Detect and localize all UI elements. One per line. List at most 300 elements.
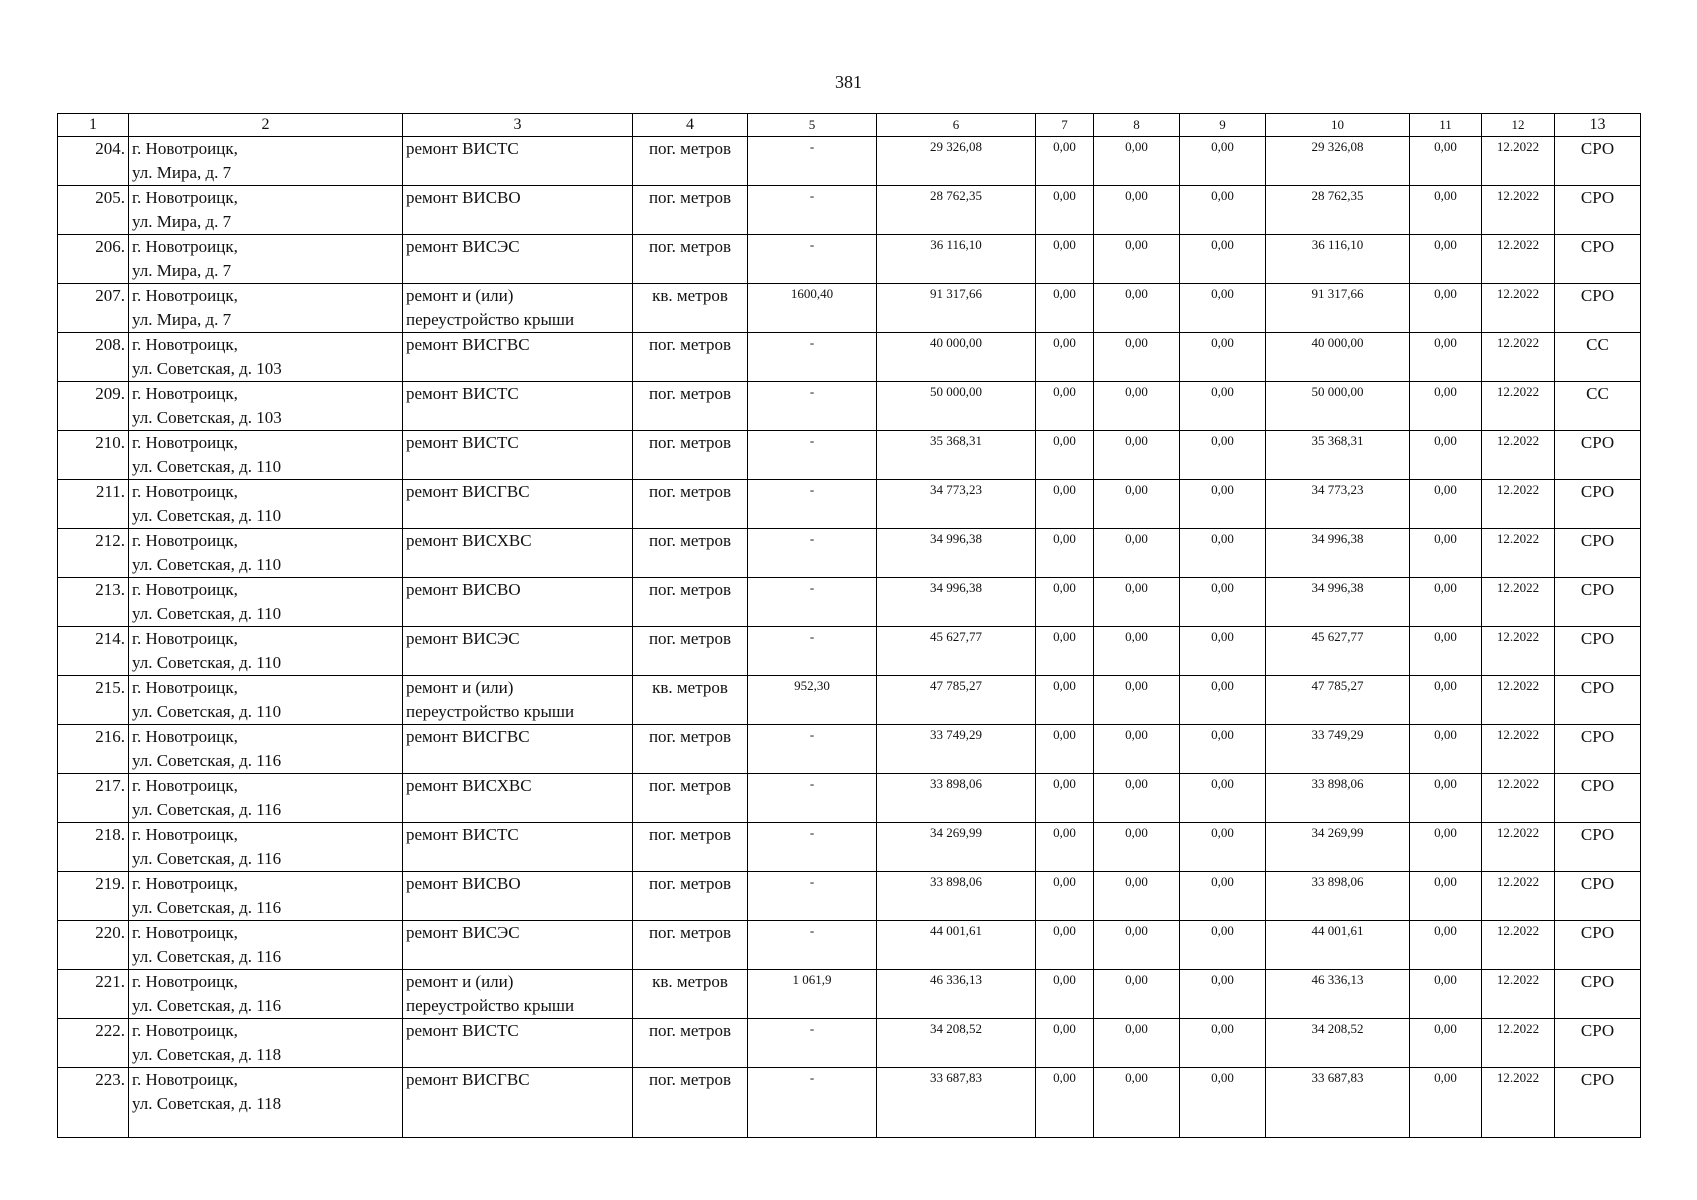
date-cell	[1482, 578, 1555, 627]
cost-cell	[877, 1068, 1036, 1138]
quantity-cell-text: -	[809, 1070, 815, 1085]
value-cell-7	[1036, 627, 1094, 676]
unit-cell-text: пог. метров	[648, 727, 732, 746]
program-cell	[1555, 382, 1641, 431]
date-cell	[1482, 186, 1555, 235]
program-cell	[1555, 725, 1641, 774]
row-number-cell-text: 217.	[95, 776, 125, 795]
value-cell-11-text: 0,00	[1434, 335, 1457, 350]
date-cell-text: 12.2022	[1496, 629, 1540, 644]
date-cell	[1482, 725, 1555, 774]
value-cell-11	[1410, 1068, 1482, 1138]
work-type-cell-text: ремонт ВИСТС	[406, 433, 519, 452]
unit-cell	[633, 725, 748, 774]
date-cell-text: 12.2022	[1496, 482, 1540, 497]
program-cell-text: СРО	[1580, 1070, 1615, 1089]
address-cell-text: ул. Советская, д. 103	[132, 359, 282, 378]
quantity-cell-text: -	[809, 237, 815, 252]
unit-cell-text: пог. метров	[648, 776, 732, 795]
work-type-cell-text: ремонт ВИСГВС	[406, 727, 530, 746]
address-cell	[129, 186, 403, 235]
table-row	[58, 823, 1641, 872]
value-cell-7-text: 0,00	[1053, 433, 1076, 448]
date-cell-text: 12.2022	[1496, 678, 1540, 693]
value-cell-9-text: 0,00	[1211, 384, 1234, 399]
address-cell-text: ул. Советская, д. 103	[132, 408, 282, 427]
program-cell	[1555, 333, 1641, 382]
address-cell-text: г. Новотроицк,	[132, 531, 238, 550]
unit-cell	[633, 382, 748, 431]
work-type-cell	[403, 137, 633, 186]
row-number-cell	[58, 186, 129, 235]
value-cell-9-text: 0,00	[1211, 335, 1234, 350]
quantity-cell	[748, 480, 877, 529]
cost-cell-text: 50 000,00	[930, 384, 982, 399]
work-type-cell-text: ремонт ВИСЭС	[406, 237, 520, 256]
value-cell-7	[1036, 872, 1094, 921]
quantity-cell	[748, 137, 877, 186]
date-cell-text: 12.2022	[1496, 433, 1540, 448]
value-cell-9	[1180, 872, 1266, 921]
work-type-cell-text: ремонт ВИСТС	[406, 384, 519, 403]
address-cell-text: г. Новотроицк,	[132, 678, 238, 697]
cost-cell	[877, 1019, 1036, 1068]
address-cell-text: г. Новотроицк,	[132, 874, 238, 893]
row-number-cell	[58, 235, 129, 284]
date-cell-text: 12.2022	[1496, 188, 1540, 203]
quantity-cell-text: 1 061,9	[792, 972, 832, 987]
date-cell	[1482, 137, 1555, 186]
address-cell-text: ул. Советская, д. 110	[132, 702, 282, 721]
row-number-cell-text: 211.	[95, 482, 125, 501]
address-cell-text: ул. Мира, д. 7	[132, 310, 232, 329]
column-header: 5	[748, 114, 877, 137]
work-type-cell	[403, 186, 633, 235]
row-number-cell-text: 218.	[95, 825, 125, 844]
date-cell-text: 12.2022	[1496, 923, 1540, 938]
value-cell-11-text: 0,00	[1434, 874, 1457, 889]
date-cell	[1482, 1019, 1555, 1068]
row-number-cell	[58, 382, 129, 431]
cost-cell-text: 47 785,27	[930, 678, 982, 693]
address-cell-text: ул. Советская, д. 110	[132, 457, 282, 476]
column-header: 9	[1180, 114, 1266, 137]
program-cell-text: СРО	[1580, 286, 1615, 305]
program-cell	[1555, 529, 1641, 578]
address-cell	[129, 676, 403, 725]
value-cell-10	[1266, 480, 1410, 529]
value-cell-7-text: 0,00	[1053, 482, 1076, 497]
work-type-cell-text: ремонт ВИСТС	[406, 139, 519, 158]
row-number-cell-text: 223.	[95, 1070, 125, 1089]
value-cell-7	[1036, 480, 1094, 529]
value-cell-9-text: 0,00	[1211, 1021, 1234, 1036]
value-cell-7-text: 0,00	[1053, 1070, 1076, 1085]
quantity-cell	[748, 382, 877, 431]
row-number-cell	[58, 137, 129, 186]
date-cell	[1482, 382, 1555, 431]
value-cell-10-text: 35 368,31	[1311, 433, 1364, 448]
date-cell	[1482, 774, 1555, 823]
value-cell-10-text: 45 627,77	[1311, 629, 1364, 644]
value-cell-8	[1094, 382, 1180, 431]
value-cell-8	[1094, 1019, 1180, 1068]
value-cell-11-text: 0,00	[1434, 580, 1457, 595]
work-type-cell-text: переустройство крыши	[406, 702, 575, 721]
value-cell-10	[1266, 676, 1410, 725]
value-cell-9-text: 0,00	[1211, 433, 1234, 448]
value-cell-10	[1266, 186, 1410, 235]
value-cell-9-text: 0,00	[1211, 629, 1234, 644]
unit-cell	[633, 676, 748, 725]
cost-cell	[877, 480, 1036, 529]
quantity-cell-text: -	[809, 1021, 815, 1036]
cost-cell-text: 34 996,38	[930, 580, 982, 595]
program-cell-text: СС	[1586, 335, 1609, 354]
unit-cell	[633, 137, 748, 186]
date-cell	[1482, 235, 1555, 284]
quantity-cell-text: -	[809, 482, 815, 497]
value-cell-9	[1180, 333, 1266, 382]
value-cell-8	[1094, 921, 1180, 970]
value-cell-11	[1410, 235, 1482, 284]
address-cell-text: ул. Мира, д. 7	[132, 212, 232, 231]
row-number-cell	[58, 823, 129, 872]
column-header: 8	[1094, 114, 1180, 137]
unit-cell	[633, 578, 748, 627]
unit-cell	[633, 235, 748, 284]
unit-cell-text: пог. метров	[648, 1021, 732, 1040]
cost-cell-text: 28 762,35	[930, 188, 982, 203]
value-cell-11-text: 0,00	[1434, 482, 1457, 497]
address-cell	[129, 921, 403, 970]
value-cell-8	[1094, 284, 1180, 333]
address-cell	[129, 382, 403, 431]
value-cell-7-text: 0,00	[1053, 188, 1076, 203]
unit-cell	[633, 333, 748, 382]
value-cell-10	[1266, 970, 1410, 1019]
value-cell-8	[1094, 480, 1180, 529]
value-cell-7-text: 0,00	[1053, 237, 1076, 252]
value-cell-10	[1266, 235, 1410, 284]
unit-cell-text: пог. метров	[648, 629, 732, 648]
value-cell-7	[1036, 529, 1094, 578]
address-cell	[129, 333, 403, 382]
value-cell-7	[1036, 333, 1094, 382]
table-row	[58, 872, 1641, 921]
value-cell-8-text: 0,00	[1125, 874, 1148, 889]
value-cell-11-text: 0,00	[1434, 825, 1457, 840]
work-type-cell-text: переустройство крыши	[406, 310, 575, 329]
value-cell-9	[1180, 529, 1266, 578]
value-cell-7-text: 0,00	[1053, 531, 1076, 546]
column-header: 11	[1410, 114, 1482, 137]
date-cell-text: 12.2022	[1496, 580, 1540, 595]
value-cell-10-text: 50 000,00	[1311, 384, 1364, 399]
cost-cell-text: 34 208,52	[930, 1021, 982, 1036]
address-cell-text: г. Новотроицк,	[132, 629, 238, 648]
address-cell-text: ул. Мира, д. 7	[132, 163, 232, 182]
address-cell-text: ул. Советская, д. 110	[132, 604, 282, 623]
address-cell-text: ул. Советская, д. 118	[132, 1045, 282, 1064]
unit-cell	[633, 1068, 748, 1138]
work-type-cell	[403, 284, 633, 333]
row-number-cell-text: 219.	[95, 874, 125, 893]
value-cell-10-text: 34 996,38	[1311, 531, 1364, 546]
cost-cell	[877, 725, 1036, 774]
unit-cell	[633, 774, 748, 823]
value-cell-10	[1266, 382, 1410, 431]
program-cell-text: СРО	[1580, 237, 1615, 256]
program-cell	[1555, 186, 1641, 235]
address-cell-text: г. Новотроицк,	[132, 923, 238, 942]
value-cell-8-text: 0,00	[1125, 972, 1148, 987]
cost-cell	[877, 137, 1036, 186]
value-cell-10-text: 47 785,27	[1311, 678, 1364, 693]
value-cell-8-text: 0,00	[1125, 629, 1148, 644]
value-cell-10-text: 36 116,10	[1311, 237, 1364, 252]
cost-cell-text: 29 326,08	[930, 139, 982, 154]
address-cell-text: ул. Мира, д. 7	[132, 261, 232, 280]
cost-cell	[877, 235, 1036, 284]
value-cell-9	[1180, 1019, 1266, 1068]
unit-cell-text: пог. метров	[648, 237, 732, 256]
value-cell-11-text: 0,00	[1434, 237, 1457, 252]
quantity-cell	[748, 872, 877, 921]
value-cell-9	[1180, 823, 1266, 872]
work-type-cell	[403, 1068, 633, 1138]
column-header: 6	[877, 114, 1036, 137]
work-type-cell-text: ремонт ВИСЭС	[406, 629, 520, 648]
quantity-cell	[748, 1068, 877, 1138]
work-type-cell-text: ремонт ВИСВО	[406, 580, 521, 599]
row-number-cell-text: 222.	[95, 1021, 125, 1040]
value-cell-8-text: 0,00	[1125, 1021, 1148, 1036]
work-type-cell-text: ремонт ВИСХВС	[406, 776, 532, 795]
row-number-cell	[58, 333, 129, 382]
column-header: 2	[129, 114, 403, 137]
value-cell-11	[1410, 774, 1482, 823]
program-cell	[1555, 921, 1641, 970]
quantity-cell	[748, 1019, 877, 1068]
address-cell	[129, 284, 403, 333]
value-cell-8	[1094, 529, 1180, 578]
address-cell	[129, 823, 403, 872]
program-cell	[1555, 872, 1641, 921]
address-cell-text: ул. Советская, д. 116	[132, 800, 282, 819]
program-cell	[1555, 1068, 1641, 1138]
quantity-cell	[748, 725, 877, 774]
date-cell-text: 12.2022	[1496, 139, 1540, 154]
value-cell-10-text: 34 269,99	[1311, 825, 1364, 840]
program-cell-text: СРО	[1580, 874, 1615, 893]
program-cell-text: СРО	[1580, 678, 1615, 697]
address-cell-text: г. Новотроицк,	[132, 433, 238, 452]
address-cell-text: г. Новотроицк,	[132, 139, 238, 158]
value-cell-9-text: 0,00	[1211, 1070, 1234, 1085]
date-cell	[1482, 921, 1555, 970]
quantity-cell-text: -	[809, 531, 815, 546]
value-cell-8	[1094, 676, 1180, 725]
unit-cell	[633, 627, 748, 676]
work-type-cell	[403, 480, 633, 529]
date-cell	[1482, 284, 1555, 333]
work-type-cell	[403, 382, 633, 431]
value-cell-11	[1410, 725, 1482, 774]
work-type-cell	[403, 774, 633, 823]
row-number-cell	[58, 431, 129, 480]
table-row	[58, 1019, 1641, 1068]
address-cell-text: ул. Советская, д. 116	[132, 947, 282, 966]
cost-cell	[877, 872, 1036, 921]
address-cell-text: г. Новотроицк,	[132, 972, 238, 991]
cost-cell	[877, 823, 1036, 872]
value-cell-8	[1094, 774, 1180, 823]
program-cell-text: СРО	[1580, 188, 1615, 207]
table-row	[58, 284, 1641, 333]
value-cell-8	[1094, 627, 1180, 676]
work-type-cell	[403, 529, 633, 578]
address-cell	[129, 529, 403, 578]
work-type-cell	[403, 235, 633, 284]
cost-cell-text: 34 996,38	[930, 531, 982, 546]
value-cell-8-text: 0,00	[1125, 482, 1148, 497]
value-cell-7	[1036, 382, 1094, 431]
value-cell-8-text: 0,00	[1125, 433, 1148, 448]
unit-cell-text: пог. метров	[648, 384, 732, 403]
value-cell-10-text: 33 898,06	[1311, 776, 1364, 791]
quantity-cell-text: -	[809, 433, 815, 448]
quantity-cell-text: -	[809, 727, 815, 742]
value-cell-9-text: 0,00	[1211, 237, 1234, 252]
value-cell-8	[1094, 578, 1180, 627]
quantity-cell-text: 1600,40	[790, 286, 834, 301]
unit-cell	[633, 186, 748, 235]
quantity-cell	[748, 431, 877, 480]
date-cell-text: 12.2022	[1496, 531, 1540, 546]
cost-cell	[877, 382, 1036, 431]
table-row	[58, 627, 1641, 676]
table-row	[58, 725, 1641, 774]
quantity-cell	[748, 774, 877, 823]
address-cell-text: г. Новотроицк,	[132, 1021, 238, 1040]
value-cell-7	[1036, 676, 1094, 725]
program-cell	[1555, 627, 1641, 676]
address-cell-text: г. Новотроицк,	[132, 237, 238, 256]
cost-cell-text: 33 687,83	[930, 1070, 982, 1085]
work-type-cell-text: ремонт ВИСТС	[406, 1021, 519, 1040]
column-number-row	[58, 114, 1641, 137]
unit-cell-text: кв. метров	[652, 678, 728, 697]
table-row	[58, 921, 1641, 970]
value-cell-10-text: 33 898,06	[1311, 874, 1364, 889]
value-cell-7	[1036, 774, 1094, 823]
address-cell-text: ул. Советская, д. 110	[132, 506, 282, 525]
value-cell-10	[1266, 1019, 1410, 1068]
value-cell-10	[1266, 627, 1410, 676]
value-cell-11	[1410, 823, 1482, 872]
value-cell-10	[1266, 333, 1410, 382]
row-number-cell-text: 204.	[95, 139, 125, 158]
date-cell	[1482, 627, 1555, 676]
value-cell-10-text: 34 773,23	[1311, 482, 1364, 497]
table-row	[58, 235, 1641, 284]
row-number-cell-text: 216.	[95, 727, 125, 746]
value-cell-11-text: 0,00	[1434, 776, 1457, 791]
address-cell	[129, 725, 403, 774]
unit-cell-text: пог. метров	[648, 139, 732, 158]
value-cell-11	[1410, 431, 1482, 480]
value-cell-9-text: 0,00	[1211, 580, 1234, 595]
cost-cell-text: 91 317,66	[930, 286, 982, 301]
address-cell-text: г. Новотроицк,	[132, 188, 238, 207]
value-cell-8-text: 0,00	[1125, 531, 1148, 546]
value-cell-7-text: 0,00	[1053, 972, 1076, 987]
address-cell-text: г. Новотроицк,	[132, 335, 238, 354]
program-cell-text: СРО	[1580, 531, 1615, 550]
quantity-cell-text: -	[809, 629, 815, 644]
value-cell-10-text: 34 208,52	[1311, 1021, 1364, 1036]
unit-cell-text: пог. метров	[648, 874, 732, 893]
quantity-cell-text: -	[809, 776, 815, 791]
date-cell-text: 12.2022	[1496, 825, 1540, 840]
value-cell-8-text: 0,00	[1125, 188, 1148, 203]
program-cell	[1555, 235, 1641, 284]
address-cell	[129, 578, 403, 627]
date-cell-text: 12.2022	[1496, 874, 1540, 889]
quantity-cell-text: -	[809, 139, 815, 154]
value-cell-9	[1180, 578, 1266, 627]
value-cell-8-text: 0,00	[1125, 678, 1148, 693]
cost-cell-text: 34 269,99	[930, 825, 982, 840]
value-cell-11-text: 0,00	[1434, 923, 1457, 938]
value-cell-7	[1036, 431, 1094, 480]
cost-cell	[877, 186, 1036, 235]
value-cell-9-text: 0,00	[1211, 825, 1234, 840]
row-number-cell	[58, 676, 129, 725]
value-cell-11	[1410, 186, 1482, 235]
column-header: 12	[1482, 114, 1555, 137]
unit-cell	[633, 921, 748, 970]
value-cell-9	[1180, 235, 1266, 284]
row-number-cell-text: 207.	[95, 286, 125, 305]
column-header: 1	[58, 114, 129, 137]
address-cell	[129, 137, 403, 186]
quantity-cell	[748, 970, 877, 1019]
unit-cell	[633, 480, 748, 529]
value-cell-8-text: 0,00	[1125, 384, 1148, 399]
program-cell	[1555, 284, 1641, 333]
work-type-cell	[403, 725, 633, 774]
value-cell-7-text: 0,00	[1053, 727, 1076, 742]
row-number-cell	[58, 627, 129, 676]
row-number-cell	[58, 284, 129, 333]
address-cell-text: ул. Советская, д. 110	[132, 555, 282, 574]
cost-cell-text: 45 627,77	[930, 629, 982, 644]
address-cell-text: г. Новотроицк,	[132, 482, 238, 501]
value-cell-9-text: 0,00	[1211, 188, 1234, 203]
quantity-cell-text: -	[809, 335, 815, 350]
value-cell-8	[1094, 1068, 1180, 1138]
work-type-cell	[403, 431, 633, 480]
work-type-cell	[403, 921, 633, 970]
column-header: 3	[403, 114, 633, 137]
unit-cell-text: пог. метров	[648, 335, 732, 354]
cost-cell-text: 34 773,23	[930, 482, 982, 497]
value-cell-10	[1266, 774, 1410, 823]
date-cell-text: 12.2022	[1496, 1070, 1540, 1085]
value-cell-9-text: 0,00	[1211, 727, 1234, 742]
